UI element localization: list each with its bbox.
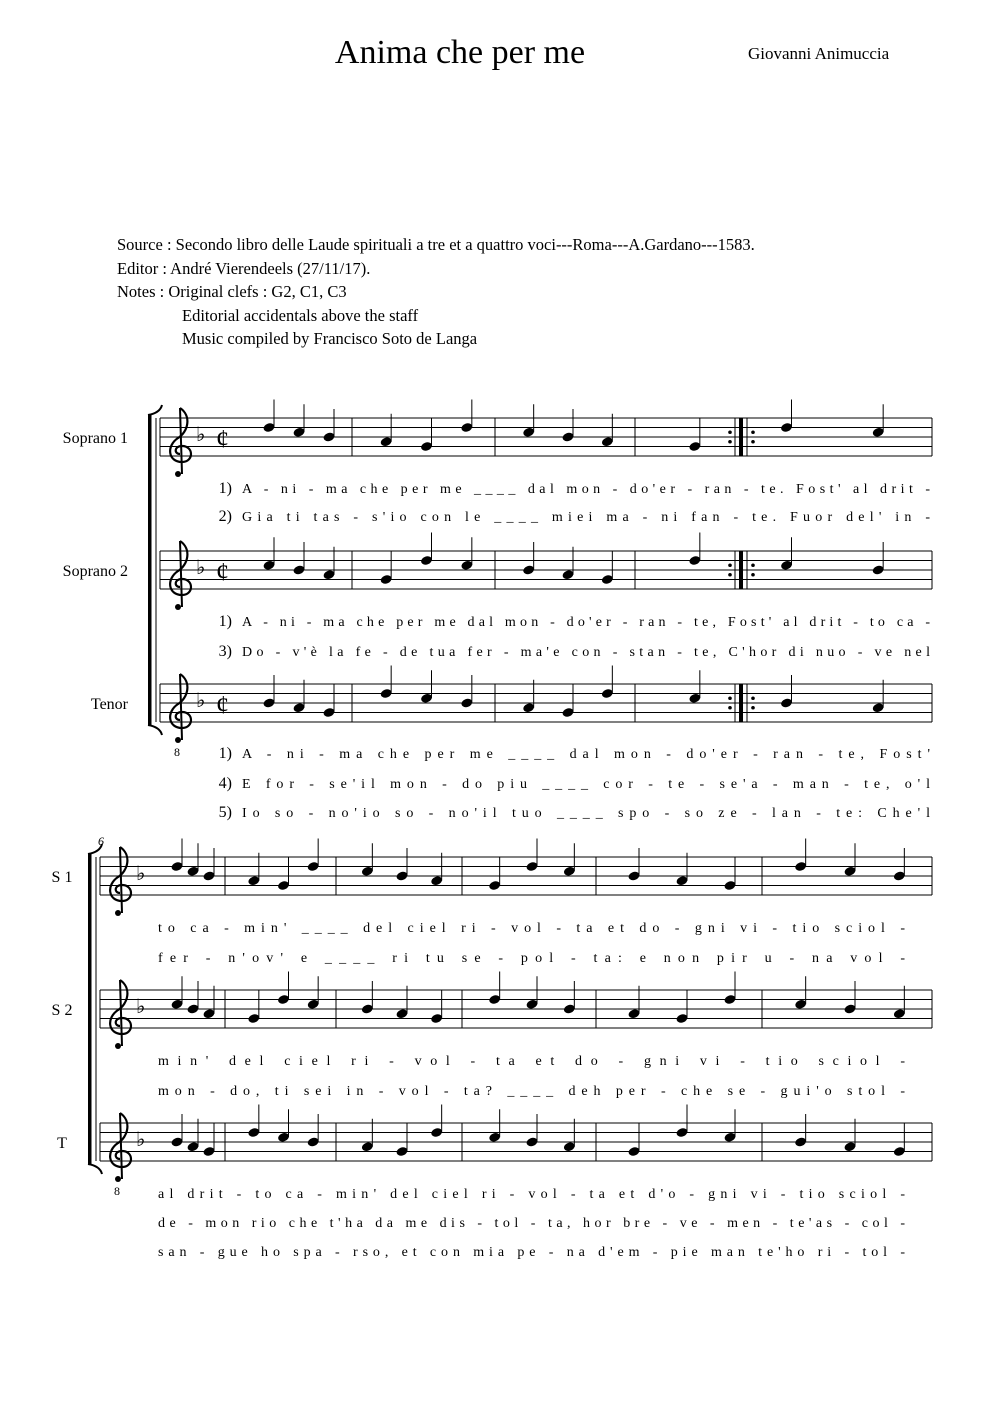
lyric-line: A - ni - ma che per me ____ dal mon - do'er - ran - te. Fost' al drit - bbox=[242, 482, 930, 497]
verse-number: 3) bbox=[218, 643, 232, 660]
lyric-line: fer - n'ov' e ____ ri tu se - pol - ta: e non pir u - na vol - bbox=[158, 951, 906, 966]
voice-name: S 1 bbox=[51, 869, 73, 886]
voice-name: T bbox=[57, 1135, 67, 1152]
repeat-dot bbox=[728, 696, 732, 700]
repeat-dot bbox=[751, 573, 755, 577]
lyric-line: E for - se'il mon - do piu ____ cor - te - se'a - man - te, o'l bbox=[242, 777, 931, 792]
key-flat-icon: ♭ bbox=[196, 557, 206, 579]
key-flat-icon: ♭ bbox=[136, 996, 146, 1018]
clef-dot bbox=[175, 604, 181, 610]
key-flat-icon: ♭ bbox=[136, 1129, 146, 1151]
composer-name: Giovanni Animuccia bbox=[748, 44, 890, 63]
verse-number: 4) bbox=[218, 775, 232, 792]
lyric-line: Gia ti tas - s'io con le ____ miei ma - ni fan - te. Fuor del' in - bbox=[242, 510, 931, 525]
repeat-thick bbox=[739, 684, 743, 722]
clef-dot bbox=[175, 471, 181, 477]
repeat-dot bbox=[728, 706, 732, 710]
clef-dot bbox=[115, 1043, 121, 1049]
verse-number: 1) bbox=[218, 480, 232, 497]
repeat-dot bbox=[728, 440, 732, 444]
time-signature-icon: ¢ bbox=[216, 557, 229, 587]
lyric-line: Do - v'è la fe - de tua fer - ma'e con - stan - te, C'hor di nuo - ve nel bbox=[242, 645, 930, 660]
repeat-thick bbox=[739, 418, 743, 456]
staff-1-2 bbox=[160, 533, 932, 590]
verse-number: 1) bbox=[218, 745, 232, 762]
bracket-hook-top bbox=[148, 405, 162, 415]
lyric-line: to ca - min' ____ del ciel ri - vol - ta et do - gni vi - tio sciol - bbox=[158, 921, 906, 936]
staff-2-1 bbox=[100, 839, 932, 896]
repeat-dot bbox=[728, 430, 732, 434]
verse-number: 5) bbox=[218, 804, 232, 821]
staff-1-1 bbox=[160, 400, 932, 457]
source-line: Source : Secondo libro delle Laude spirituali a tre et a quattro voci---Roma---A.Gardano---1583. bbox=[117, 235, 755, 254]
measure-number: 6 bbox=[98, 834, 104, 848]
repeat-dot bbox=[728, 573, 732, 577]
editor-line: Editor : André Vierendeels (27/11/17). bbox=[117, 258, 371, 278]
lyric-line: de - mon rio che t'ha da me dis - tol - ta, hor bre - ve - men - te'as - col - bbox=[158, 1216, 905, 1231]
repeat-thick bbox=[739, 551, 743, 589]
repeat-dot bbox=[728, 563, 732, 567]
staff-2-2 bbox=[100, 972, 932, 1029]
key-flat-icon: ♭ bbox=[196, 690, 206, 712]
repeat-dot bbox=[751, 430, 755, 434]
clef-dot bbox=[115, 1176, 121, 1182]
lyric-line: mon - do, ti sei in - vol - ta? ____ deh per - che se - gui'o stol - bbox=[158, 1084, 905, 1099]
clef-dot bbox=[175, 737, 181, 743]
voice-name: Tenor bbox=[90, 696, 128, 713]
lyric-line: al drit - to ca - min' del ciel ri - vol - ta et d'o - gni vi - tio sciol - bbox=[158, 1187, 906, 1202]
octave-eight-label: 8 bbox=[114, 1184, 120, 1198]
lyric-line: min' del ciel ri - vol - ta et do - gni vi - tio sciol - bbox=[158, 1054, 906, 1069]
notes-line: Notes : Original clefs : G2, C1, C3 bbox=[117, 282, 347, 301]
repeat-dot bbox=[751, 563, 755, 567]
bracket-hook-bottom bbox=[148, 725, 162, 735]
system-bracket bbox=[88, 854, 92, 1164]
verse-number: 1) bbox=[218, 613, 232, 630]
lyric-line: san - gue ho spa - rso, et con mia pe - na d'em - pie man te'ho ri - tol - bbox=[158, 1245, 906, 1260]
staff-2-3 bbox=[100, 1105, 932, 1162]
lyric-line: Io so - no'io so - no'il tuo ____ spo - so ze - lan - te: Che'l bbox=[242, 806, 930, 821]
octave-eight-label: 8 bbox=[174, 745, 180, 759]
repeat-dot bbox=[751, 706, 755, 710]
bracket-hook-bottom bbox=[88, 1164, 102, 1174]
clef-dot bbox=[115, 910, 121, 916]
lyric-line: A - ni - ma che per me ____ dal mon - do'er - ran - te, Fost' bbox=[242, 747, 930, 762]
compiled-note: Music compiled by Francisco Soto de Langa bbox=[182, 329, 478, 348]
staff-1-3 bbox=[160, 666, 932, 723]
key-flat-icon: ♭ bbox=[136, 863, 146, 885]
piece-title: Anima che per me bbox=[334, 34, 586, 71]
time-signature-icon: ¢ bbox=[216, 424, 229, 454]
system-bracket bbox=[148, 415, 152, 725]
lyric-line: A - ni - ma che per me dal mon - do'er - ran - te, Fost' al drit - to ca - bbox=[242, 615, 931, 630]
repeat-dot bbox=[751, 696, 755, 700]
voice-name: S 2 bbox=[51, 1002, 73, 1019]
accidentals-note: Editorial accidentals above the staff bbox=[182, 305, 419, 325]
voice-name: Soprano 1 bbox=[62, 430, 128, 447]
verse-number: 2) bbox=[218, 508, 232, 525]
repeat-dot bbox=[751, 440, 755, 444]
time-signature-icon: ¢ bbox=[216, 690, 229, 720]
key-flat-icon: ♭ bbox=[196, 424, 206, 446]
voice-name: Soprano 2 bbox=[62, 563, 128, 580]
